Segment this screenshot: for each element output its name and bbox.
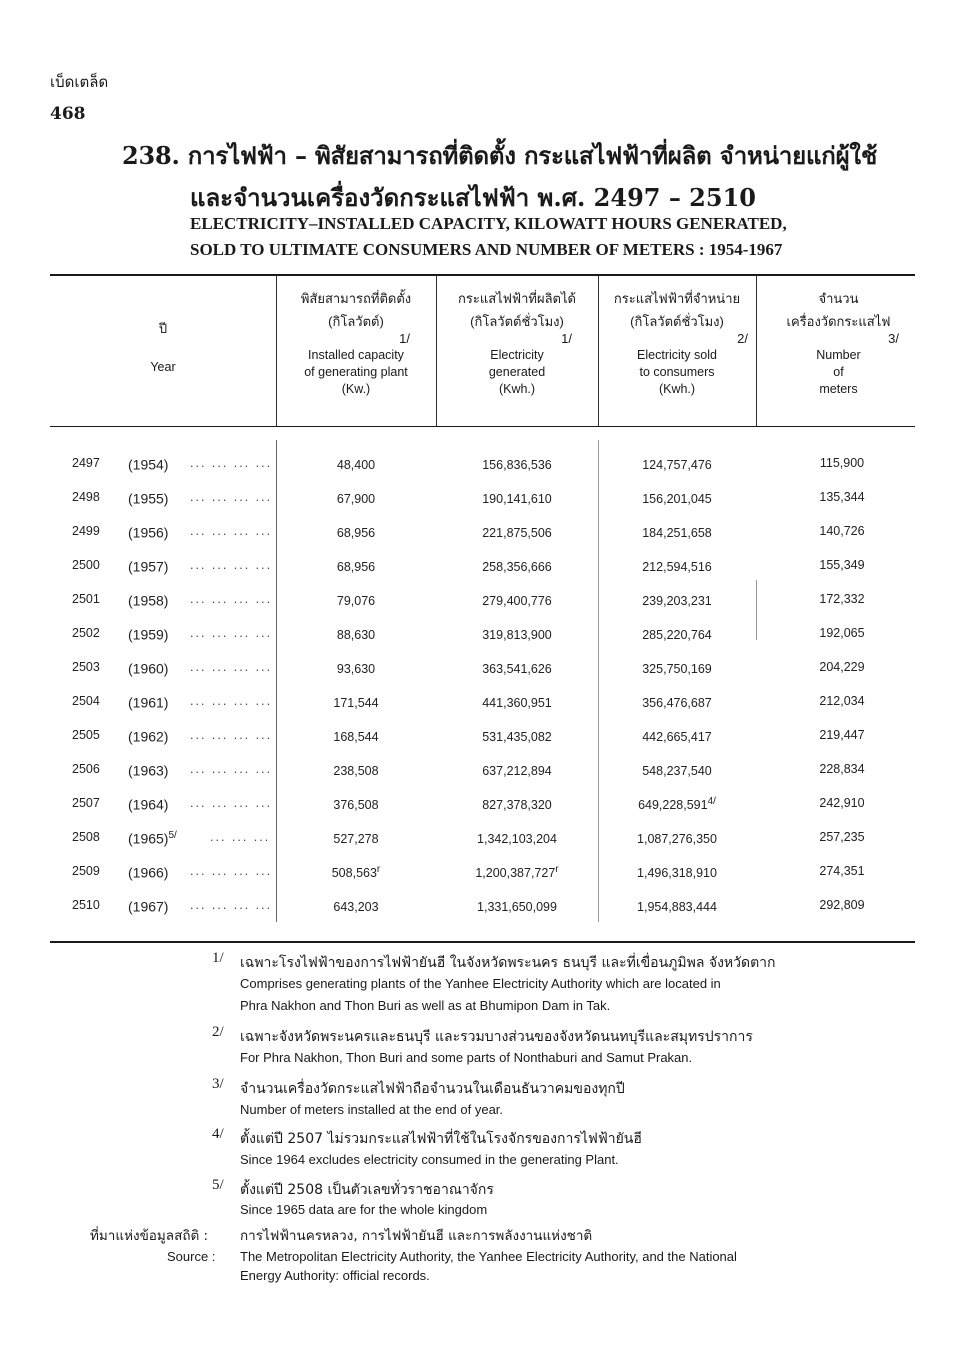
generated-cell xyxy=(436,864,598,880)
header-generated-en-2: generated xyxy=(488,365,546,379)
header-meters-unit: meters xyxy=(819,382,858,396)
capacity-value: 376,508 xyxy=(333,798,379,813)
capacity-value: 48,400 xyxy=(336,458,376,473)
capacity-cell xyxy=(276,592,436,608)
table-row xyxy=(50,830,915,864)
meters-value: 172,332 xyxy=(819,592,865,606)
capacity-cell xyxy=(276,626,436,642)
generated-value: 1,342,103,204 xyxy=(477,832,557,847)
year-be: 2504 xyxy=(72,694,100,708)
leader-dots: ... ... ... ... xyxy=(190,558,273,572)
header-generated-note: 1/ xyxy=(561,331,572,346)
header-sold-note: 2/ xyxy=(737,331,748,346)
year-be: 2506 xyxy=(72,762,100,776)
meters-value: 257,235 xyxy=(819,830,865,844)
capacity-cell xyxy=(276,660,436,676)
header-meters xyxy=(756,290,921,398)
capacity-cell xyxy=(276,558,436,574)
year-be: 2500 xyxy=(72,558,100,572)
capacity-value: 68,956 xyxy=(336,560,376,575)
leader-dots: ... ... ... ... xyxy=(190,490,273,504)
table-row xyxy=(50,524,915,558)
footnote-english: For Phra Nakhon, Thon Buri and some parts of Nonthaburi and Samut Prakan. xyxy=(240,1050,693,1065)
generated-value: 827,378,320 xyxy=(482,798,552,813)
meters-value: 204,229 xyxy=(819,660,865,674)
sold-cell xyxy=(598,830,756,846)
table-row xyxy=(50,626,915,660)
meters-value: 219,447 xyxy=(819,728,865,742)
footnote-mark: 2/ xyxy=(212,1024,224,1040)
table-row xyxy=(50,694,915,728)
generated-value: 1,200,387,727 xyxy=(475,866,556,881)
year-ad-text: (1957) xyxy=(128,558,169,575)
source-label-english: Source : xyxy=(167,1249,216,1264)
sold-note: 4/ xyxy=(707,796,716,807)
sold-cell xyxy=(598,490,756,506)
generated-cell xyxy=(436,830,598,846)
sold-cell xyxy=(598,456,756,472)
footnote-thai: ตั้งแต่ปี 2507 ไม่รวมกระแสไฟฟ้าที่ใช้ในโรงจักรของการไฟฟ้ายันฮี xyxy=(240,1131,642,1147)
year-ad-text: (1958) xyxy=(128,592,169,609)
table-header-rule xyxy=(50,426,915,427)
table-row xyxy=(50,796,915,830)
year-ad-text: (1965) xyxy=(128,830,169,847)
year-be: 2509 xyxy=(72,864,100,878)
sold-value: 285,220,764 xyxy=(642,628,712,643)
header-generated xyxy=(436,290,598,398)
year-be: 2510 xyxy=(72,898,100,912)
generated-cell xyxy=(436,558,598,574)
year-ad-text: (1955) xyxy=(128,490,169,507)
year-ad xyxy=(128,898,168,915)
sold-cell xyxy=(598,592,756,608)
table-row xyxy=(50,762,915,796)
generated-value: 1,331,650,099 xyxy=(477,900,557,915)
title-english-line2: SOLD TO ULTIMATE CONSUMERS AND NUMBER OF METERS : 1954-1967 xyxy=(190,240,783,259)
year-ad-text: (1964) xyxy=(128,796,169,813)
leader-dots: ... ... ... ... xyxy=(190,524,273,538)
year-ad xyxy=(128,864,168,881)
header-generated-en-1: Electricity xyxy=(490,348,544,362)
capacity-value: 79,076 xyxy=(336,594,376,609)
capacity-value: 168,544 xyxy=(333,730,379,745)
header-capacity-thai-1: พิสัยสามารถที่ติดตั้ง xyxy=(300,291,412,306)
generated-note: r xyxy=(555,864,559,875)
sold-value: 649,228,591 xyxy=(638,798,708,813)
leader-dots: ... ... ... ... xyxy=(190,592,273,606)
capacity-cell xyxy=(276,524,436,540)
generated-cell xyxy=(436,762,598,778)
capacity-cell xyxy=(276,796,436,812)
capacity-value: 171,544 xyxy=(333,696,379,711)
capacity-note: r xyxy=(376,864,381,875)
leader-dots: ... ... ... ... xyxy=(190,660,273,674)
sold-cell xyxy=(598,898,756,914)
title-english-line1: ELECTRICITY–INSTALLED CAPACITY, KILOWATT HOURS GENERATED, xyxy=(190,214,787,233)
leader-dots: ... ... ... ... xyxy=(190,456,273,470)
footnote-english: Since 1964 excludes electricity consumed in the generating Plant. xyxy=(240,1152,619,1167)
year-be: 2503 xyxy=(72,660,100,674)
capacity-value: 527,278 xyxy=(333,832,379,847)
capacity-value: 238,508 xyxy=(333,764,379,779)
generated-value: 637,212,894 xyxy=(482,764,552,779)
source-text-thai: การไฟฟ้านครหลวง, การไฟฟ้ายันฮี และการพลังงานแห่งชาติ xyxy=(240,1228,593,1244)
sold-cell xyxy=(598,626,756,642)
year-ad xyxy=(128,456,168,473)
year-ad xyxy=(128,558,168,575)
header-generated-unit: (Kwh.) xyxy=(498,382,536,396)
year-ad-text: (1956) xyxy=(128,524,169,541)
generated-value: 531,435,082 xyxy=(482,730,552,745)
generated-value: 441,360,951 xyxy=(482,696,552,711)
footnote-mark: 5/ xyxy=(212,1177,224,1193)
header-sold-en-2: to consumers xyxy=(639,365,715,379)
table-row xyxy=(50,456,915,490)
sold-value: 1,954,883,444 xyxy=(637,900,717,915)
header-year xyxy=(50,320,276,376)
footnote-mark: 3/ xyxy=(212,1076,224,1092)
table-row xyxy=(50,490,915,524)
footnote-english: Number of meters installed at the end of year. xyxy=(240,1102,504,1117)
generated-cell xyxy=(436,626,598,642)
generated-value: 319,813,900 xyxy=(482,628,552,643)
year-ad xyxy=(128,728,168,745)
header-generated-thai-1: กระแสไฟฟ้าที่ผลิตได้ xyxy=(458,291,576,306)
leader-dots: ... ... ... ... xyxy=(190,728,273,742)
capacity-value: 508,563 xyxy=(331,866,377,881)
header-meters-en-1: Number xyxy=(816,348,861,362)
year-be: 2505 xyxy=(72,728,100,742)
generated-value: 258,356,666 xyxy=(482,560,552,575)
year-ad xyxy=(128,694,168,711)
footnote-thai: ตั้งแต่ปี 2508 เป็นตัวเลขทั่วราชอาณาจักร xyxy=(240,1182,494,1198)
generated-cell xyxy=(436,592,598,608)
header-meters-thai-1: จำนวน xyxy=(818,291,859,306)
capacity-cell xyxy=(276,762,436,778)
generated-cell xyxy=(436,728,598,744)
capacity-cell xyxy=(276,830,436,846)
footnote-thai: เฉพาะโรงไฟฟ้าของการไฟฟ้ายันฮี ในจังหวัดพระนคร ธนบุรี และที่เขื่อนภูมิพล จังหวัดตาก xyxy=(240,955,776,971)
header-sold-unit: (Kwh.) xyxy=(658,382,696,396)
header-year-thai: ปี xyxy=(158,321,168,336)
year-be: 2498 xyxy=(72,490,100,504)
generated-value: 190,141,610 xyxy=(482,492,552,507)
capacity-cell xyxy=(276,694,436,710)
year-ad-text: (1959) xyxy=(128,626,169,643)
header-sold xyxy=(598,290,756,398)
table-row xyxy=(50,864,915,898)
year-ad-text: (1967) xyxy=(128,898,169,915)
leader-dots: ... ... ... ... xyxy=(190,626,273,640)
year-ad-text: (1960) xyxy=(128,660,169,677)
generated-value: 363,541,626 xyxy=(482,662,552,677)
sold-cell xyxy=(598,762,756,778)
header-sold-thai-2: (กิโลวัตต์ชั่วโมง) xyxy=(630,314,724,329)
year-be: 2501 xyxy=(72,592,100,606)
capacity-value: 68,956 xyxy=(336,526,376,541)
sold-value: 1,496,318,910 xyxy=(637,866,717,881)
year-be: 2499 xyxy=(72,524,100,538)
sold-value: 548,237,540 xyxy=(642,764,712,779)
header-capacity-note: 1/ xyxy=(399,331,410,346)
meters-value: 115,900 xyxy=(819,456,865,470)
header-meters-en-2: of xyxy=(833,365,844,379)
sold-cell xyxy=(598,660,756,676)
source-text-english-1: The Metropolitan Electricity Authority, the Yanhee Electricity Authority, and the National xyxy=(240,1249,737,1264)
generated-cell xyxy=(436,694,598,710)
footnote-thai: เฉพาะจังหวัดพระนครและธนบุรี และรวมบางส่วนของจังหวัดนนทบุรีและสมุทรปราการ xyxy=(240,1029,753,1045)
table-row xyxy=(50,558,915,592)
sold-value: 1,087,276,350 xyxy=(637,832,717,847)
generated-value: 279,400,776 xyxy=(482,594,552,609)
year-ad xyxy=(128,626,168,643)
generated-cell xyxy=(436,456,598,472)
year-be: 2497 xyxy=(72,456,100,470)
generated-cell xyxy=(436,524,598,540)
table-row xyxy=(50,592,915,626)
year-ad xyxy=(128,524,168,541)
year-ad-text: (1961) xyxy=(128,694,169,711)
leader-dots: ... ... ... ... xyxy=(190,796,273,810)
sold-value: 156,201,045 xyxy=(642,492,712,507)
sold-value: 239,203,231 xyxy=(642,594,712,609)
leader-dots: ... ... ... ... xyxy=(190,694,273,708)
sold-cell xyxy=(598,694,756,710)
year-ad xyxy=(128,762,168,779)
meters-value: 135,344 xyxy=(819,490,865,504)
meters-value: 242,910 xyxy=(819,796,865,810)
capacity-value: 643,203 xyxy=(333,900,379,915)
sold-cell xyxy=(598,796,756,812)
meters-value: 212,034 xyxy=(819,694,865,708)
capacity-cell xyxy=(276,456,436,472)
year-ad xyxy=(128,660,168,677)
generated-cell xyxy=(436,796,598,812)
section-label: เบ็ดเตล็ด xyxy=(50,73,109,91)
header-sold-en-1: Electricity sold xyxy=(637,348,717,362)
capacity-cell xyxy=(276,728,436,744)
sold-value: 442,665,417 xyxy=(642,730,712,745)
generated-cell xyxy=(436,490,598,506)
year-ad-text: (1962) xyxy=(128,728,169,745)
page-number: 468 xyxy=(50,104,86,124)
sold-cell xyxy=(598,864,756,880)
capacity-cell xyxy=(276,490,436,506)
meters-value: 228,834 xyxy=(819,762,865,776)
header-capacity-unit: (Kw.) xyxy=(341,382,371,396)
capacity-value: 93,630 xyxy=(336,662,376,677)
year-ad xyxy=(128,796,168,813)
header-generated-thai-2: (กิโลวัตต์ชั่วโมง) xyxy=(470,314,564,329)
table-row xyxy=(50,898,915,932)
title-thai-line1: 238. การไฟฟ้า – พิสัยสามารถที่ติดตั้ง กระแสไฟฟ้าที่ผลิต จำหน่ายแก่ผู้ใช้ xyxy=(122,141,878,170)
footnote-english: Phra Nakhon and Thon Buri as well as at Bhumipon Dam in Tak. xyxy=(240,998,611,1013)
year-ad-text: (1966) xyxy=(128,864,169,881)
table-row xyxy=(50,728,915,762)
meters-value: 140,726 xyxy=(819,524,865,538)
source-label-thai: ที่มาแห่งข้อมูลสถิติ : xyxy=(90,1228,209,1244)
source-text-english-2: Energy Authority: official records. xyxy=(240,1268,430,1283)
generated-cell xyxy=(436,898,598,914)
header-year-english: Year xyxy=(150,360,176,374)
leader-dots: ... ... ... ... xyxy=(190,762,273,776)
year-note: 5/ xyxy=(168,830,177,841)
table-row xyxy=(50,660,915,694)
footnote-thai: จำนวนเครื่องวัดกระแสไฟฟ้าถือจำนวนในเดือนธันวาคมของทุกปี xyxy=(240,1081,625,1097)
sold-cell xyxy=(598,728,756,744)
year-ad xyxy=(128,830,177,847)
meters-value: 155,349 xyxy=(819,558,865,572)
table-bottom-rule xyxy=(50,941,915,943)
header-capacity-en-2: of generating plant xyxy=(304,365,408,379)
generated-value: 221,875,506 xyxy=(482,526,552,541)
header-capacity-en-1: Installed capacity xyxy=(308,348,404,362)
sold-cell xyxy=(598,558,756,574)
table-top-rule xyxy=(50,274,915,276)
header-meters-note: 3/ xyxy=(888,331,899,346)
meters-value: 292,809 xyxy=(819,898,865,912)
leader-dots: ... ... ... ... xyxy=(190,898,273,912)
footnote-mark: 1/ xyxy=(212,950,224,966)
year-ad-text: (1963) xyxy=(128,762,169,779)
sold-value: 124,757,476 xyxy=(642,458,712,473)
year-be: 2502 xyxy=(72,626,100,640)
header-sold-thai-1: กระแสไฟฟ้าที่จำหน่าย xyxy=(613,291,741,306)
year-be: 2508 xyxy=(72,830,100,844)
leader-dots: ... ... ... ... xyxy=(190,864,273,878)
capacity-cell xyxy=(276,864,436,880)
leader-dots: ... ... ... xyxy=(210,830,271,844)
generated-cell xyxy=(436,660,598,676)
title-thai-line2: และจำนวนเครื่องวัดกระแสไฟฟ้า พ.ศ. 2497 – 2510 xyxy=(190,183,756,212)
year-ad xyxy=(128,592,168,609)
capacity-value: 67,900 xyxy=(336,492,376,507)
header-meters-thai-2: เครื่องวัดกระแสไฟ xyxy=(786,314,891,329)
year-ad xyxy=(128,490,168,507)
header-capacity-thai-2: (กิโลวัตต์) xyxy=(328,314,384,329)
sold-value: 325,750,169 xyxy=(642,662,712,677)
meters-value: 192,065 xyxy=(819,626,865,640)
year-ad-text: (1954) xyxy=(128,456,169,473)
header-capacity xyxy=(276,290,436,398)
generated-value: 156,836,536 xyxy=(482,458,552,473)
capacity-value: 88,630 xyxy=(336,628,376,643)
sold-cell xyxy=(598,524,756,540)
sold-value: 212,594,516 xyxy=(642,560,712,575)
meters-value: 274,351 xyxy=(819,864,865,878)
sold-value: 184,251,658 xyxy=(642,526,712,541)
year-be: 2507 xyxy=(72,796,100,810)
sold-value: 356,476,687 xyxy=(642,696,712,711)
footnote-english: Since 1965 data are for the whole kingdom xyxy=(240,1202,488,1217)
footnote-english: Comprises generating plants of the Yanhee Electricity Authority which are located in xyxy=(240,976,721,991)
capacity-cell xyxy=(276,898,436,914)
footnote-mark: 4/ xyxy=(212,1126,224,1142)
